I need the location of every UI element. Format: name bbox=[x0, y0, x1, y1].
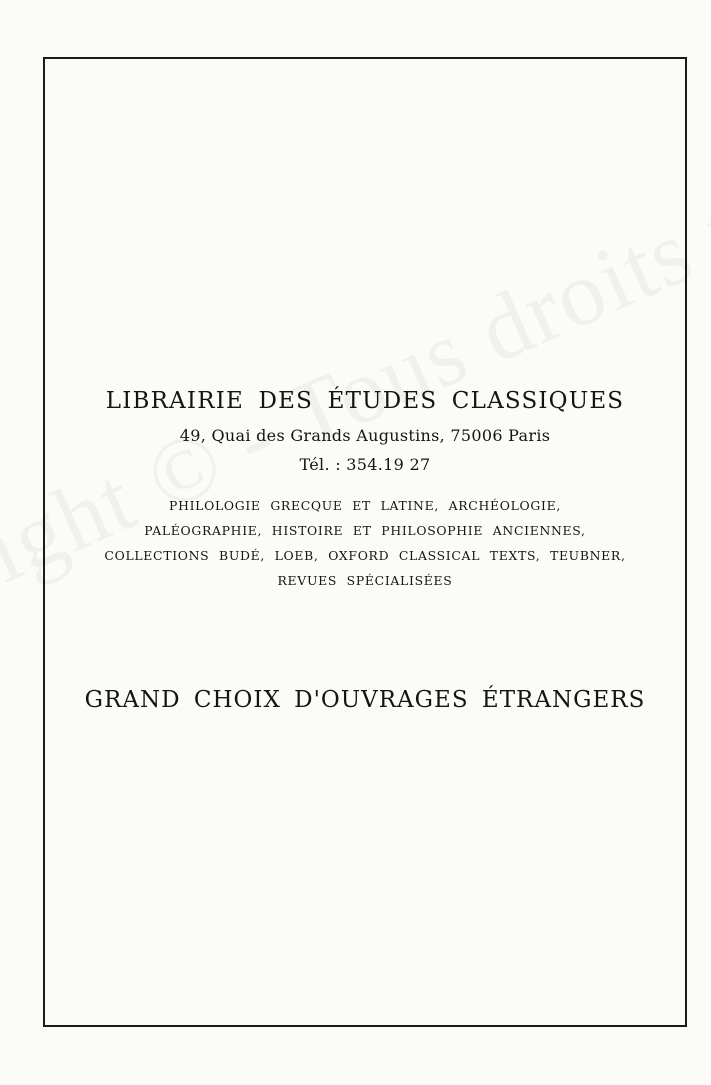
subjects-line: PALÉOGRAPHIE, HISTOIRE ET PHILOSOPHIE ANCIENNES, bbox=[144, 523, 586, 538]
subjects-list bbox=[43, 493, 687, 593]
subjects-line: COLLECTIONS BUDÉ, LOEB, OXFORD CLASSICAL TEXTS, TEUBNER, bbox=[104, 548, 626, 563]
subjects-line: REVUES SPÉCIALISÉES bbox=[277, 573, 453, 588]
subjects-line: PHILOLOGIE GRECQUE ET LATINE, ARCHÉOLOGIE, bbox=[169, 498, 561, 513]
bookshop-phone: Tél. : 354.19 27 bbox=[299, 455, 431, 474]
bookshop-name: LIBRAIRIE DES ÉTUDES CLASSIQUES bbox=[105, 388, 625, 414]
bookshop-address: 49, Quai des Grands Augustins, 75006 Paris bbox=[179, 426, 551, 445]
tagline: GRAND CHOIX D'OUVRAGES ÉTRANGERS bbox=[84, 687, 646, 713]
